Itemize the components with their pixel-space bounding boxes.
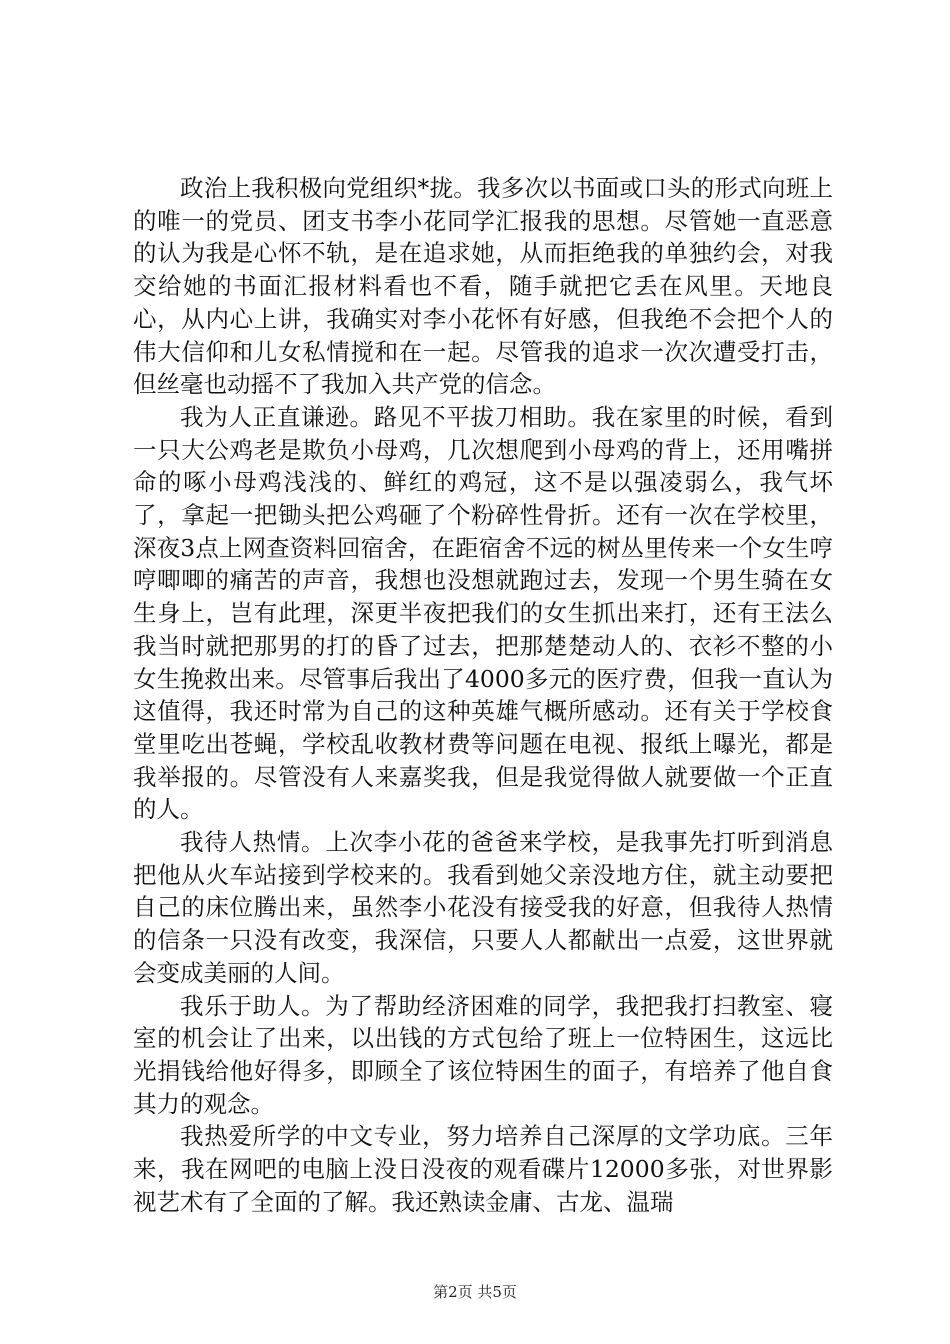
page-number-footer: 第2页 共5页 bbox=[433, 1283, 517, 1301]
paragraph-helpfulness: 我乐于助人。为了帮助经济困难的同学，我把我打扫教室、寝室的机会让了出来，以出钱的方式包给了班上一位特困生，这远比光捐钱给他好得多，即顾全了该位特困生的面子，有培养了他自食其力的观念。 bbox=[133, 991, 833, 1118]
paragraph-political: 政治上我积极向党组织*拢。我多次以书面或口头的形式向班上的唯一的党员、团支书李小花同学汇报我的思想。尽管她一直恶意的认为我是心怀不轨，是在追求她，从而拒绝我的单独约会，对我交给她的书面汇报材料看也不看，随手就把它丢在风里。天地良心，从内心上讲，我确实对李小花怀有好感，但我绝不会把个人的伟大信仰和儿女私情搅和在一起。尽管我的追求一次次遭受打击，但丝毫也动摇不了我加入共产党的信念。 bbox=[133, 174, 833, 399]
paragraph-warmth: 我待人热情。上次李小花的爸爸来学校，是我事先打听到消息把他从火车站接到学校来的。我看到她父亲没地方住，就主动要把自己的床位腾出来，虽然李小花没有接受我的好意，但我待人热情的信条一只没有改变，我深信，只要人人都献出一点爱，这世界就会变成美丽的人间。 bbox=[133, 828, 833, 987]
paragraph-major: 我热爱所学的中文专业，努力培养自己深厚的文学功底。三年来，我在网吧的电脑上没日没夜的观看碟片12000多张，对世界影视艺术有了全面的了解。我还熟读金庸、古龙、温瑞 bbox=[133, 1122, 833, 1216]
document-body bbox=[133, 172, 833, 1219]
paragraph-integrity: 我为人正直谦逊。路见不平拔刀相助。我在家里的时候，看到一只大公鸡老是欺负小母鸡，几次想爬到小母鸡的背上，还用嘴拼命的啄小母鸡浅浅的、鲜红的鸡冠，这不是以强凌弱么，我气坏了，拿起一把锄头把公鸡砸了个粉碎性骨折。还有一次在学校里，深夜3点上网查资料回宿舍，在距宿舍不远的树丛里传来一个女生哼哼唧唧的痛苦的声音，我想也没想就跑过去，发现一个男生骑在女生身上，岂有此理，深更半夜把我们的女生抓出来打，还有王法么我当时就把那男的打的昏了过去，把那楚楚动人的、衣衫不整的小女生挽救出来。尽管事后我出了4000多元的医疗费，但我一直认为这值得，我还时常为自己的这种英雄气概所感动。还有关于学校食堂里吃出苍蝇，学校乱收教材费等问题在电视、报纸上曝光，都是我举报的。尽管没有人来嘉奖我，但是我觉得做人就要做一个正直的人。 bbox=[133, 402, 833, 824]
